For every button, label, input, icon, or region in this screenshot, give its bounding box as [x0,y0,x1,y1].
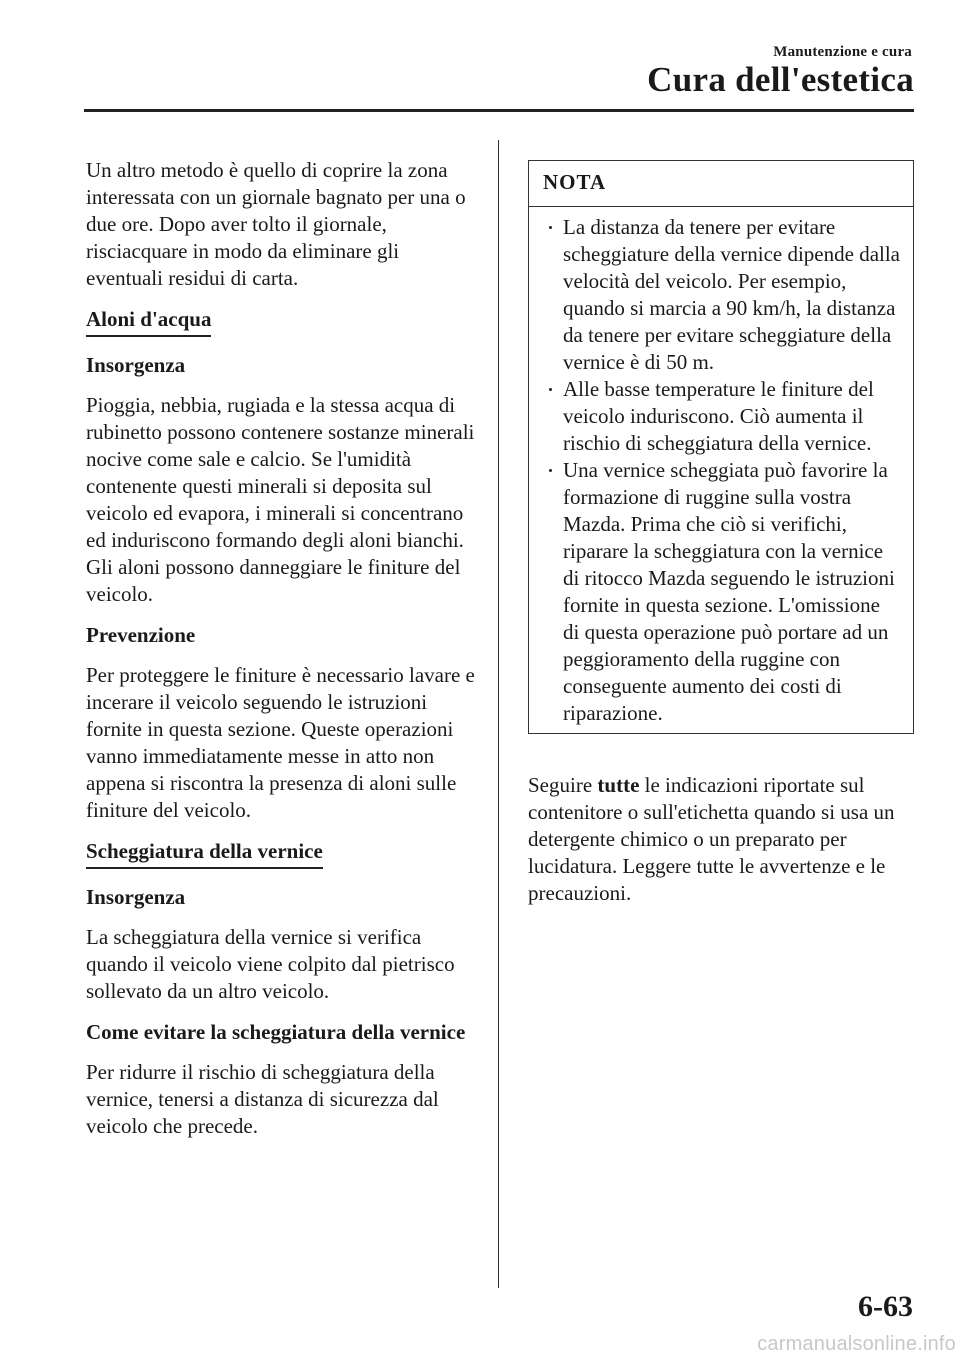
paragraph-prevention: Per proteggere le finiture è necessario lavare e incerare il veicolo seguendo le istruzioni fornite in questa sezione. Queste operazioni vanno immediatamente messe in atto non appena si riscontra la presenza di aloni sulle finiture del veicolo. [86,663,475,822]
left-column [86,157,476,1154]
follow-instructions-paragraph [528,772,914,907]
subheading-cause-2: Insorgenza [86,885,186,909]
section-title-water-spots: Aloni d'acqua [86,306,211,337]
subheading-cause-1: Insorgenza [86,353,186,377]
note-bullet-item [543,214,901,376]
paragraph-cause-2: La scheggiatura della vernice si verifica quando il veicolo viene colpito dal pietrisco sollevato da un altro veicolo. [86,925,455,1003]
follow-text-post: le indicazioni riportate sul contenitore o sull'etichetta quando si usa un detergente chimico o un preparato per lucidatura. Leggere tutte le avvertenze e le precauzioni. [528,773,895,905]
header-rule [84,109,914,112]
section-title-paint-chipping: Scheggiatura della vernice [86,838,323,869]
page-number: 6-63 [858,1290,913,1323]
paragraph-cause-1: Pioggia, nebbia, rugiada e la stessa acqua di rubinetto possono contenere sostanze minerali nocive come sale e calcio. Se l'umidità contenente questi minerali si deposita sul veicolo ed evapora, i minerali si concentrano ed induriscono formando degli aloni bianchi. Gli aloni possono danneggiare le finiture del veicolo. [86,393,475,606]
paragraph-avoid-chipping: Per ridurre il rischio di scheggiatura della vernice, tenersi a distanza di sicurezza dal veicolo che precede. [86,1060,439,1138]
subheading-avoid-chipping: Come evitare la scheggiatura della vernice [86,1020,466,1044]
follow-text-bold: tutte [597,773,640,797]
section-title: Cura dell'estetica [647,60,914,99]
note-bullet-text: Alle basse temperature le finiture del veicolo induriscono. Ciò aumenta il rischio di scheggiatura della vernice. [563,377,874,455]
bullet-dot-icon [549,469,552,472]
column-divider [498,140,499,1288]
subheading-prevention: Prevenzione [86,623,196,647]
right-column [528,160,914,907]
bullet-dot-icon [549,226,552,229]
chapter-title: Manutenzione e cura [773,44,912,60]
note-bullet-text: La distanza da tenere per evitare scheggiature della vernice dipende dalla velocità del veicolo. Per esempio, quando si marcia a 90 km/h, la distanza da tenere per evitare scheggiature della vernice è di 50 m. [563,215,901,374]
note-body [529,207,913,733]
watermark: carmanualsonline.info [757,1333,956,1355]
bullet-dot-icon [549,388,552,391]
intro-paragraph: Un altro metodo è quello di coprire la zona interessata con un giornale bagnato per una o due ore. Dopo aver tolto il giornale, risciacquare in modo da eliminare gli eventuali residui di carta. [86,158,466,290]
follow-text-pre: Seguire [528,773,598,797]
note-bullet-item [543,457,901,727]
note-bullet-text: Una vernice scheggiata può favorire la formazione di ruggine sulla vostra Mazda. Prima che ciò si verifichi, riparare la scheggiatura con la vernice di ritocco Mazda seguendo le istruzioni fornite in questa sezione. L'omissione di questa operazione può portare ad un peggioramento della ruggine con conseguente aumento dei costi di riparazione. [563,458,895,725]
note-box [528,160,914,734]
note-title: NOTA [529,161,913,207]
note-bullet-item [543,376,901,457]
